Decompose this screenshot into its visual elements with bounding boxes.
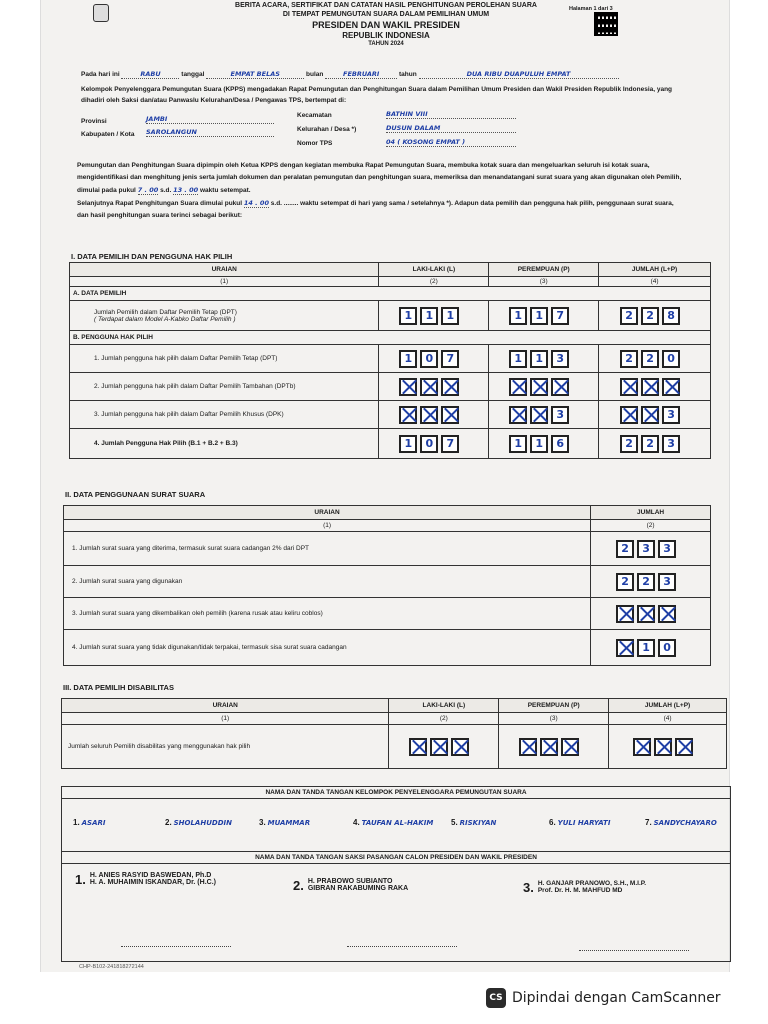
digit-box: 3 xyxy=(662,435,680,453)
digit-box: 3 xyxy=(551,406,569,424)
digit-box: 1 xyxy=(399,435,417,453)
digit-box: 2 xyxy=(620,350,638,368)
s1-b-row-2: 2. Jumlah pengguna hak pilih dalam Daftar Pemilih Tambahan (DPTb) xyxy=(70,373,379,401)
footer-code: CHP-B102-241818272144 xyxy=(79,964,144,970)
saksi-sign-line-3 xyxy=(579,950,689,951)
tahun-label: tahun xyxy=(399,71,417,78)
digit-box: 3 xyxy=(662,406,680,424)
s1-a-title: A. DATA PEMILIH xyxy=(70,287,711,301)
hari-value: RABU xyxy=(121,70,179,79)
saksi-pair-1 xyxy=(75,872,285,887)
digit-box: 1 xyxy=(509,435,527,453)
camscanner-icon: CS xyxy=(486,988,506,1008)
b3-perempuan xyxy=(509,406,572,424)
dpt-laki-cell xyxy=(379,301,489,331)
camscanner-watermark xyxy=(476,982,768,1014)
s2-col-uraian: URAIAN xyxy=(64,506,591,520)
b3-laki-cell xyxy=(379,401,489,429)
digit-box: 0 xyxy=(420,435,438,453)
crossed-digit-box xyxy=(540,738,558,756)
crossed-digit-box xyxy=(616,639,634,657)
crossed-digit-box xyxy=(409,738,427,756)
tanggal-value: EMPAT BELAS xyxy=(206,70,304,79)
s1-col-jumlah: JUMLAH (L+P) xyxy=(599,263,711,277)
qr-code-icon xyxy=(594,12,618,36)
s1-col-uraian: URAIAN xyxy=(70,263,379,277)
kpps-member-4 xyxy=(353,818,433,827)
crossed-digit-box xyxy=(441,378,459,396)
saksi-sign-line-2 xyxy=(347,946,457,947)
kpps-member-3 xyxy=(259,818,310,827)
digit-box: 2 xyxy=(616,573,634,591)
s1-b-row-4: 4. Jumlah Pengguna Hak Pilih (B.1 + B.2 + B.3) xyxy=(70,429,379,459)
s3-num-2: (2) xyxy=(389,713,499,725)
digit-box: 1 xyxy=(637,639,655,657)
digit-box: 2 xyxy=(641,307,659,325)
kelurahan-value: DUSUN DALAM xyxy=(386,124,516,133)
provinsi-value: JAMBI xyxy=(146,115,274,124)
b4-jumlah xyxy=(620,435,683,453)
s3-num-1: (1) xyxy=(62,713,389,725)
s1-num-2: (2) xyxy=(379,277,489,287)
kpps-member-4-name: TAUFAN AL-HAKIM xyxy=(361,819,434,827)
saksi-pair-3 xyxy=(523,880,728,895)
b2-perempuan-cell xyxy=(489,373,599,401)
section-1-table xyxy=(69,262,711,459)
s1-num-3: (3) xyxy=(489,277,599,287)
b1-laki xyxy=(399,350,462,368)
waktu-setempat-label: waktu setempat. xyxy=(200,187,251,194)
s1-a-row xyxy=(70,301,379,331)
digit-box: 1 xyxy=(441,307,459,325)
kpps-member-1 xyxy=(73,818,106,827)
time-paragraph-p1: Pemungutan dan Penghitungan Suara dipimpin oleh Ketua KPPS dengan kegiatan membuka Rapat Pemungutan Suara, membuka kotak suara dan mengeluarkan seluruh isi kotak suara, mengidentifikasi dan menghitung jenis serta jumlah dokumen dan peralatan pemungutan dan penghitungan suara, memeriksa dan menandatangani surat suara yang akan digunakan oleh Pemilih, dimulai pada pukul xyxy=(77,162,682,194)
b1-perempuan xyxy=(509,350,572,368)
digit-box: 0 xyxy=(420,350,438,368)
digit-box: 0 xyxy=(662,350,680,368)
bulan-value: FEBRUARI xyxy=(325,70,397,79)
kpps-member-5 xyxy=(451,818,496,827)
s2-r1-values xyxy=(616,540,679,558)
kpps-member-1-no: 1. xyxy=(73,818,80,827)
saksi-title: NAMA DAN TANDA TANGAN SAKSI PASANGAN CALON PRESIDEN DAN WAKIL PRESIDEN xyxy=(62,852,730,864)
saksi-pair-2-b: GIBRAN RAKABUMING RAKA xyxy=(307,885,409,892)
header-line-3: PRESIDEN DAN WAKIL PRESIDEN xyxy=(312,20,460,30)
b4-jumlah-cell xyxy=(599,429,711,459)
bulan-label: bulan xyxy=(306,71,324,78)
saksi-pair-2-no: 2. xyxy=(293,878,304,893)
crossed-digit-box xyxy=(420,378,438,396)
digit-box: 1 xyxy=(399,307,417,325)
b2-perempuan xyxy=(509,378,572,396)
s1-a-row-sub: ( Terdapat dalam Model A-Kabko Daftar Pemilih ) xyxy=(94,315,236,323)
s3-perempuan-cell xyxy=(499,725,609,769)
dpt-perempuan-cell xyxy=(489,301,599,331)
crossed-digit-box xyxy=(561,738,579,756)
s3-row: Jumlah seluruh Pemilih disabilitas yang menggunakan hak pilih xyxy=(62,725,389,769)
kpps-member-6-no: 6. xyxy=(549,818,556,827)
s2-r3-cell xyxy=(591,598,711,630)
kpps-member-3-no: 3. xyxy=(259,818,266,827)
saksi-pair-1-no: 1. xyxy=(75,872,86,887)
crossed-digit-box xyxy=(530,378,548,396)
s3-num-4: (4) xyxy=(609,713,727,725)
digit-box: 0 xyxy=(658,639,676,657)
dpt-jumlah-cell xyxy=(599,301,711,331)
s2-row-4: 4. Jumlah surat suara yang tidak digunakan/tidak terpakai, termasuk sisa surat suara cadangan xyxy=(64,630,591,666)
crossed-digit-box xyxy=(551,378,569,396)
dpt-laki xyxy=(399,307,462,325)
b4-perempuan-cell xyxy=(489,429,599,459)
digit-box: 1 xyxy=(530,307,548,325)
saksi-pair-1-b: H. A. MUHAIMIN ISKANDAR, Dr. (H.C.) xyxy=(89,879,216,886)
b1-jumlah-cell xyxy=(599,345,711,373)
digit-box: 3 xyxy=(658,573,676,591)
saksi-pair-3-b: Prof. Dr. H. M. MAHFUD MD xyxy=(537,887,623,894)
s3-jumlah xyxy=(633,738,696,756)
crossed-digit-box xyxy=(430,738,448,756)
kpps-title: NAMA DAN TANDA TANGAN KELOMPOK PENYELENGGARA PEMUNGUTAN SUARA xyxy=(62,787,730,799)
digit-box: 1 xyxy=(530,350,548,368)
kpps-member-2 xyxy=(165,818,232,827)
digit-box: 1 xyxy=(399,350,417,368)
b1-perempuan-cell xyxy=(489,345,599,373)
intro-paragraph: Kelompok Penyelenggara Pemungutan Suara (KPPS) mengadakan Rapat Pemungutan dan Penghitungan Suara dalam Pemilihan Umum Presiden dan Wakil Presiden Republik Indonesia, yang dihadiri oleh Saksi dan/atau Panwaslu Kelurahan/Desa / Pengawas TPS, bertempat di: xyxy=(81,86,673,104)
kpps-member-7-name: SANDYCHAYARO xyxy=(653,819,717,827)
s2-r2-cell xyxy=(591,566,711,598)
start-time-2: 14 . 00 xyxy=(243,199,269,207)
crossed-digit-box xyxy=(530,406,548,424)
section-3-table xyxy=(61,698,727,769)
crossed-digit-box xyxy=(675,738,693,756)
tps-label: Nomor TPS xyxy=(297,140,333,147)
kpps-member-6-name: YULI HARYATI xyxy=(557,819,611,827)
b1-laki-cell xyxy=(379,345,489,373)
s1-b-title: B. PENGGUNA HAK PILIH xyxy=(70,331,711,345)
s2-r4-cell xyxy=(591,630,711,666)
tanggal-label: tanggal xyxy=(181,71,205,78)
start-time-1: 7 . 00 xyxy=(137,186,159,194)
b1-jumlah xyxy=(620,350,683,368)
digit-box: 7 xyxy=(551,307,569,325)
s1-a-row-label: Jumlah Pemilih dalam Daftar Pemilih Tetap (DPT) xyxy=(94,308,237,316)
section-1-title: I. DATA PEMILIH DAN PENGGUNA HAK PILIH xyxy=(71,252,233,261)
b2-jumlah-cell xyxy=(599,373,711,401)
pada-hari-ini-label: Pada hari ini xyxy=(81,71,120,78)
digit-box: 7 xyxy=(441,435,459,453)
b4-perempuan xyxy=(509,435,572,453)
digit-box: 2 xyxy=(620,307,638,325)
crossed-digit-box xyxy=(509,378,527,396)
crossed-digit-box xyxy=(633,738,651,756)
b4-laki xyxy=(399,435,462,453)
document-paper xyxy=(40,0,730,972)
saksi-pair-1-a: H. ANIES RASYID BASWEDAN, Ph.D xyxy=(89,872,212,879)
crossed-digit-box xyxy=(620,378,638,396)
kpps-member-7 xyxy=(645,818,717,827)
dpt-perempuan xyxy=(509,307,572,325)
saksi-pair-3-a: H. GANJAR PRANOWO, S.H., M.I.P. xyxy=(537,880,647,887)
digit-box: 2 xyxy=(637,573,655,591)
digit-box: 8 xyxy=(662,307,680,325)
kpps-member-5-no: 5. xyxy=(451,818,458,827)
crossed-digit-box xyxy=(441,406,459,424)
page-label: Halaman 1 dari 3 xyxy=(569,6,613,12)
kecamatan-label: Kecamatan xyxy=(297,112,332,119)
crossed-digit-box xyxy=(654,738,672,756)
end-time-1: 13 . 00 xyxy=(173,186,199,194)
header-line-2: DI TEMPAT PEMUNGUTAN SUARA DALAM PEMILIHAN UMUM xyxy=(282,11,490,18)
section-3-title: III. DATA PEMILIH DISABILITAS xyxy=(63,683,174,692)
kelurahan-label: Kelurahan / Desa *) xyxy=(297,126,357,133)
digit-box: 3 xyxy=(637,540,655,558)
b2-laki-cell xyxy=(379,373,489,401)
saksi-pair-3-no: 3. xyxy=(523,880,534,895)
crossed-digit-box xyxy=(637,605,655,623)
s3-col-perempuan: PEREMPUAN (P) xyxy=(499,699,609,713)
s2-col-jumlah: JUMLAH xyxy=(591,506,711,520)
crossed-digit-box xyxy=(509,406,527,424)
s3-col-laki: LAKI-LAKI (L) xyxy=(389,699,499,713)
digit-box: 2 xyxy=(620,435,638,453)
kpps-member-5-name: RISKIYAN xyxy=(459,819,497,827)
kabupaten-value: SAROLANGUN xyxy=(146,128,274,137)
s2-row-1: 1. Jumlah surat suara yang diterima, termasuk surat suara cadangan 2% dari DPT xyxy=(64,532,591,566)
b4-laki-cell xyxy=(379,429,489,459)
sd-label-1: s.d. xyxy=(160,187,172,194)
dpt-jumlah xyxy=(620,307,683,325)
kpps-member-4-no: 4. xyxy=(353,818,360,827)
kabupaten-label: Kabupaten / Kota xyxy=(81,131,135,138)
provinsi-label: Provinsi xyxy=(81,118,107,125)
crossed-digit-box xyxy=(519,738,537,756)
section-2-title: II. DATA PENGGUNAAN SURAT SUARA xyxy=(65,490,206,499)
digit-box: 3 xyxy=(551,350,569,368)
b3-perempuan-cell xyxy=(489,401,599,429)
b3-jumlah xyxy=(620,406,683,424)
saksi-sign-line-1 xyxy=(121,946,231,947)
s2-r2-values xyxy=(616,573,679,591)
s3-num-3: (3) xyxy=(499,713,609,725)
kpps-member-2-name: SHOLAHUDDIN xyxy=(173,819,232,827)
s2-row-3: 3. Jumlah surat suara yang dikembalikan oleh pemilih (karena rusak atau keliru coblos) xyxy=(64,598,591,630)
tahun-value: DUA RIBU DUAPULUH EMPAT xyxy=(419,70,619,79)
camscanner-text: Dipindai dengan CamScanner xyxy=(512,990,721,1006)
kpps-member-7-no: 7. xyxy=(645,818,652,827)
s1-col-laki: LAKI-LAKI (L) xyxy=(379,263,489,277)
s3-col-jumlah: JUMLAH (L+P) xyxy=(609,699,727,713)
s2-r1-cell xyxy=(591,532,711,566)
s3-laki xyxy=(409,738,472,756)
digit-box: 1 xyxy=(530,435,548,453)
header-line-5: TAHUN 2024 xyxy=(368,41,404,47)
digit-box: 7 xyxy=(441,350,459,368)
intro-line xyxy=(81,70,681,79)
kpps-member-1-name: ASARI xyxy=(81,819,106,827)
crossed-digit-box xyxy=(641,406,659,424)
crossed-digit-box xyxy=(641,378,659,396)
b3-laki xyxy=(399,406,462,424)
saksi-pair-2 xyxy=(293,878,503,893)
s1-num-4: (4) xyxy=(599,277,711,287)
b2-laki xyxy=(399,378,462,396)
s1-num-1: (1) xyxy=(70,277,379,287)
digit-box: 1 xyxy=(509,350,527,368)
crossed-digit-box xyxy=(662,378,680,396)
crossed-digit-box xyxy=(451,738,469,756)
digit-box: 3 xyxy=(658,540,676,558)
time-paragraph-p3: waktu setempat di hari yang sama / setelahnya *). Adapun data pemilih dan pengguna hak pilih, penggunaan surat suara, dan hasil penghitungan suara terinci sebagai berikut: xyxy=(77,200,674,219)
crossed-digit-box xyxy=(658,605,676,623)
digit-box: 2 xyxy=(641,435,659,453)
digit-box: 2 xyxy=(641,350,659,368)
time-paragraph-p2: Selanjutnya Rapat Penghitungan Suara dimulai pukul xyxy=(77,200,243,207)
end-time-2: ........ xyxy=(283,200,299,207)
digit-box: 1 xyxy=(509,307,527,325)
s3-jumlah-cell xyxy=(609,725,727,769)
s2-num-1: (1) xyxy=(64,520,591,532)
s1-col-perempuan: PEREMPUAN (P) xyxy=(489,263,599,277)
s1-b-row-1: 1. Jumlah pengguna hak pilih dalam Daftar Pemilih Tetap (DPT) xyxy=(70,345,379,373)
b3-jumlah-cell xyxy=(599,401,711,429)
saksi-pair-2-a: H. PRABOWO SUBIANTO xyxy=(307,878,393,885)
crossed-digit-box xyxy=(620,406,638,424)
digit-box: 2 xyxy=(616,540,634,558)
sd-label-2: s.d. xyxy=(270,200,282,207)
s2-r4-values xyxy=(616,639,679,657)
kpps-member-6 xyxy=(549,818,610,827)
header-line-1: BERITA ACARA, SERTIFIKAT DAN CATATAN HASIL PENGHITUNGAN PEROLEHAN SUARA xyxy=(235,2,537,9)
header-line-4: REPUBLIK INDONESIA xyxy=(342,31,430,40)
digit-box: 6 xyxy=(551,435,569,453)
crossed-digit-box xyxy=(616,605,634,623)
s2-r3-values xyxy=(616,605,679,623)
crossed-digit-box xyxy=(399,378,417,396)
s3-laki-cell xyxy=(389,725,499,769)
kpps-member-3-name: MUAMMAR xyxy=(267,819,311,827)
crossed-digit-box xyxy=(420,406,438,424)
digit-box: 1 xyxy=(420,307,438,325)
s1-b-row-3: 3. Jumlah pengguna hak pilih dalam Daftar Pemilih Khusus (DPK) xyxy=(70,401,379,429)
s3-col-uraian: URAIAN xyxy=(62,699,389,713)
b2-jumlah xyxy=(620,378,683,396)
kpps-member-2-no: 2. xyxy=(165,818,172,827)
s2-row-2: 2. Jumlah surat suara yang digunakan xyxy=(64,566,591,598)
kecamatan-value: BATHIN VIII xyxy=(386,110,516,119)
tps-value: 04 ( KOSONG EMPAT ) xyxy=(386,138,516,147)
time-paragraph xyxy=(77,160,685,222)
s2-num-2: (2) xyxy=(591,520,711,532)
section-2-table xyxy=(63,505,711,666)
s3-perempuan xyxy=(519,738,582,756)
crossed-digit-box xyxy=(399,406,417,424)
